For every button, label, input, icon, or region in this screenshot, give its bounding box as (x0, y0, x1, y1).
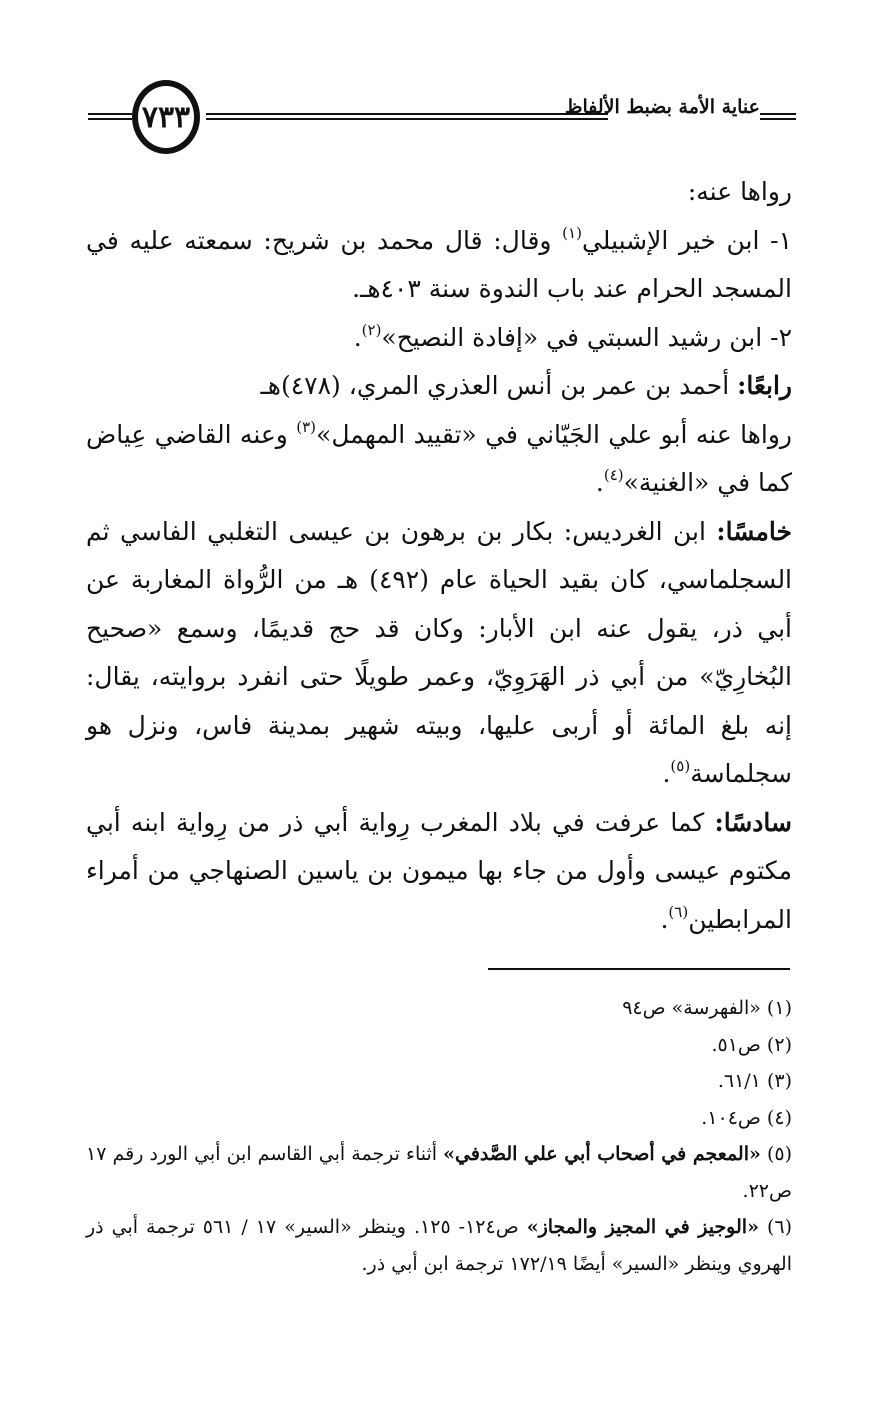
footnote-6 (86, 1209, 792, 1282)
paragraph-text: . (595, 468, 604, 497)
footnote-source-title: «المعجم في أصحاب أبي علي الصَّدفي» (443, 1143, 761, 1165)
footnote-ref: (٢) (361, 320, 382, 339)
section-lead: خامسًا: (716, 516, 792, 546)
footnote-text: ص١٢٤- ١٢٥. وينظر «السير» ١٧ / ٥٦١ ترجمة أبي ذر الهروي وينظر «السير» أيضًا ١٧٢/١٩ ترجمة ابن أبي ذر. (86, 1216, 792, 1275)
footnote-5 (86, 1136, 792, 1209)
footnotes (86, 990, 792, 1282)
paragraph-text: . (660, 904, 669, 934)
paragraph-text: وعنه القاضي عِياض كما في «الغنية» (86, 419, 792, 497)
footnote-text: أثناء ترجمة أبي القاسم ابن أبي الورد رقم ١٧ ص٢٢. (86, 1143, 792, 1202)
paragraph-text: وقال: قال محمد بن شريح: سمعته عليه في المسجد الحرام عند باب الندوة سنة ٤٠٣هـ. (86, 225, 792, 303)
footnote-1: (١) «الفهرسة» ص٩٤ (622, 997, 792, 1019)
header-rule-right (760, 113, 796, 120)
footnote-ref: (٥) (670, 757, 691, 775)
footnote-source-title: «الوجيز في المجيز والمجاز» (526, 1216, 759, 1238)
paragraph-text: ٢- ابن رشيد السبتي في «إفادة النصيح» (381, 322, 792, 352)
paragraph-3 (86, 314, 792, 363)
footnote-number: (٦) (758, 1216, 793, 1238)
paragraph-2 (86, 217, 792, 314)
running-title: عناية الأمة بضبط الألفاظ (564, 96, 760, 118)
paragraph-1 (86, 168, 792, 217)
page-header (88, 80, 798, 160)
header-rule-left (88, 113, 132, 120)
footnote-2: (٢) ص٥١. (711, 1033, 792, 1056)
paragraph-text: أحمد بن عمر بن أنس العذري المري، (٤٧٨)هـ (260, 371, 738, 400)
paragraph-text: رواها عنه أبو علي الجَيّاني في «تقييد المهمل» (316, 419, 792, 449)
paragraph-text: ١- ابن خير الإشبيلي (581, 225, 792, 255)
footnote-3: (٣) ٦١/١. (717, 1070, 792, 1092)
footnote-ref: (١) (562, 223, 582, 242)
footnote-ref: (٣) (296, 417, 317, 436)
main-text (86, 168, 792, 944)
footnote-number: (٥) (760, 1143, 793, 1165)
paragraph-text: كما عرفت في بلاد المغرب رِواية أبي ذر من رِواية ابنه أبي مكتوم عيسى وأول من جاء بها ميمون بن ياسين الصنهاجي من أمراء المرابطين (86, 807, 792, 934)
paragraph-text: رواها عنه: (687, 177, 792, 206)
header-rule-middle (206, 113, 608, 120)
footnote-4: (٤) ص١٠٤. (701, 1106, 792, 1129)
paragraph-4 (86, 362, 792, 411)
paragraph-6 (86, 508, 792, 799)
paragraph-5 (86, 411, 792, 508)
paragraph-text: . (353, 322, 362, 352)
footnote-ref: (٦) (668, 902, 689, 921)
section-lead: رابعًا: (737, 371, 792, 400)
paragraph-text: . (662, 759, 671, 788)
footnote-ref: (٤) (603, 466, 624, 484)
paragraph-text: ابن الغرديس: بكار بن برهون بن عيسى التغلبي الفاسي ثم السجلماسي، كان بقيد الحياة عام (٤٩٢) هـ من الرُّواة المغاربة عن أبي ذر، يقول عنه ابن الأبار: وكان قد حج قديمًا، وسمع «صحيح البُخارِيّ» من أبي ذر الهَرَوِيّ، وعمر طويلًا حتى انفرد بروايته، يقال: إنه بلغ المائة أو أربى عليها، وبيته شهير بمدينة فاس، ونزل هو سجلماسة (86, 516, 793, 788)
footnote-separator (488, 968, 790, 970)
section-lead: سادسًا: (714, 807, 792, 837)
page-number: ٧٣٣ (132, 80, 200, 154)
paragraph-7 (86, 799, 792, 945)
